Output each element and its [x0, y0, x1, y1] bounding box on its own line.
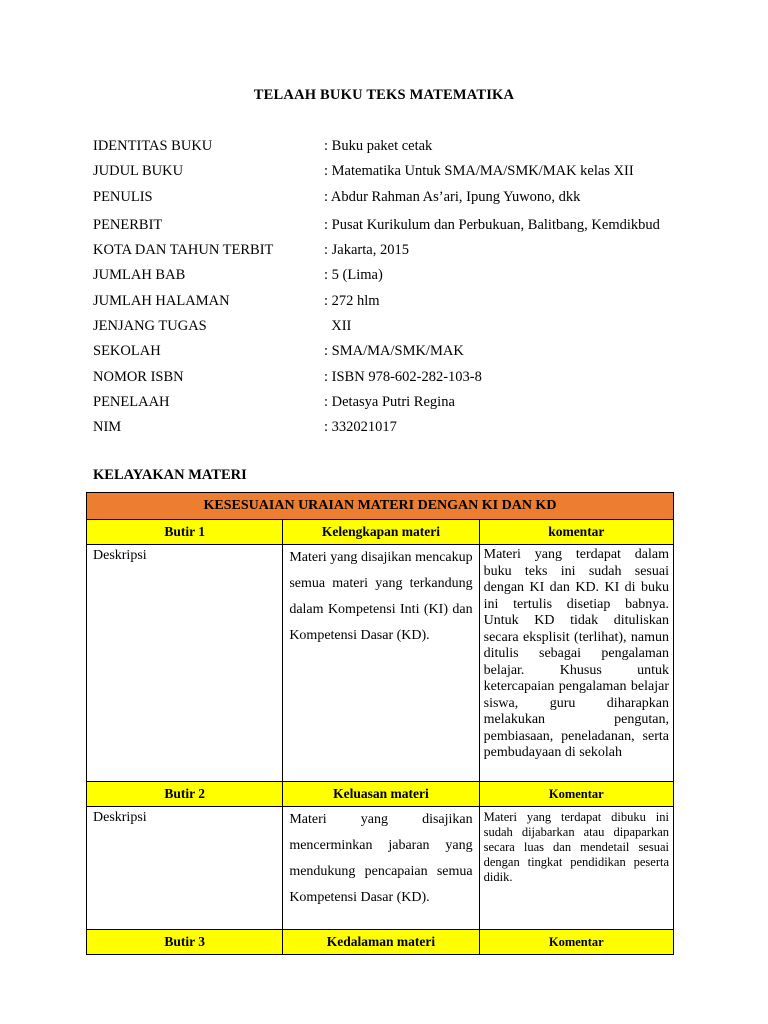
identity-value: : 272 hlm: [324, 292, 380, 309]
identity-label: KOTA DAN TAHUN TERBIT: [93, 242, 274, 259]
identity-value: : Pusat Kurikulum dan Perbukuan, Balitbang, Kemdikbud: [324, 216, 660, 233]
identity-row: [93, 341, 713, 366]
identity-value: : Jakarta, 2015: [324, 242, 409, 259]
identity-value: : Buku paket cetak: [324, 138, 433, 154]
identity-row: [93, 187, 713, 212]
criteria-description: Materi yang disajikan mencerminkan jabaran yang mendukung pencapaian semua Kompetensi Dasar (KD).: [283, 807, 479, 930]
butir-label: Butir 1: [87, 520, 283, 545]
identity-label: NOMOR ISBN: [93, 368, 184, 385]
identity-value: : Detasya Putri Regina: [324, 393, 455, 410]
comment-heading: Komentar: [479, 782, 673, 807]
table-row: [87, 520, 674, 545]
identity-row: [93, 240, 713, 265]
identity-label: JUDUL BUKU: [93, 163, 184, 180]
comment-heading: Komentar: [479, 930, 673, 955]
table-row: [87, 807, 674, 930]
identity-row: [93, 265, 713, 290]
identity-value: : Abdur Rahman As’ari, Ipung Yuwono, dkk: [324, 188, 581, 205]
identity-label: JENJANG TUGAS: [93, 318, 207, 335]
identity-label: PENELAAH: [93, 393, 170, 410]
identity-value: : Matematika Untuk SMA/MA/SMK/MAK kelas XII: [324, 163, 634, 180]
identity-row: [93, 215, 713, 240]
identity-value: : 332021017: [324, 419, 397, 436]
butir-label: Butir 2: [87, 782, 283, 807]
identity-row: [93, 136, 713, 161]
identity-value: XII: [324, 318, 352, 335]
table-row: [87, 782, 674, 807]
review-table: [86, 492, 674, 955]
identity-label: JUMLAH BAB: [93, 267, 186, 284]
identity-value: : 5 (Lima): [324, 267, 383, 284]
comment-text: Materi yang terdapat dalam buku teks ini sudah sesuai dengan KI dan KD. KI di buku ini tertulis disetiap babnya. Untuk KD tidak dituliskan secara eksplisit (terlihat), namun ditulis sebagai pengalaman belajar. Khusus untuk ketercapaian pengalaman belajar siswa, guru diharapkan melakukan pengutan, pembiasaan, peneladanan, serta pembudayaan di sekolah: [479, 545, 673, 782]
comment-heading: komentar: [479, 520, 673, 545]
description-label: Deskripsi: [87, 545, 283, 782]
criteria-label: Kedalaman materi: [283, 930, 479, 955]
identity-label: NIM: [93, 419, 122, 436]
identity-label: PENERBIT: [93, 216, 163, 233]
document-title: TELAAH BUKU TEKS MATEMATIKA: [253, 87, 515, 103]
identity-row: [93, 417, 713, 442]
identity-value: : ISBN 978-602-282-103-8: [324, 368, 482, 385]
table-header: KESESUAIAN URAIAN MATERI DENGAN KI DAN KD: [87, 493, 674, 520]
identity-row: [93, 367, 713, 392]
identity-label: JUMLAH HALAMAN: [93, 292, 230, 309]
section-heading: KELAYAKAN MATERI: [93, 467, 247, 483]
identity-row: [93, 291, 713, 316]
identity-label: IDENTITAS BUKU: [93, 138, 213, 154]
identity-value: : SMA/MA/SMK/MAK: [324, 343, 464, 360]
table-row: [87, 545, 674, 782]
table-row: [87, 930, 674, 955]
description-label: Deskripsi: [87, 807, 283, 930]
identity-row: [93, 392, 713, 417]
identity-label: SEKOLAH: [93, 343, 161, 360]
criteria-description: Materi yang disajikan mencakup semua materi yang terkandung dalam Kompetensi Inti (KI) dan Kompetensi Dasar (KD).: [283, 545, 479, 782]
book-identity-list: [93, 136, 713, 440]
comment-text: Materi yang terdapat dibuku ini sudah dijabarkan atau dipaparkan secara luas dan mendetail sesuai dengan tingkat pendidikan peserta didik.: [479, 807, 673, 930]
identity-row: [93, 316, 713, 341]
butir-label: Butir 3: [87, 930, 283, 955]
criteria-label: Keluasan materi: [283, 782, 479, 807]
criteria-label: Kelengkapan materi: [283, 520, 479, 545]
identity-row: [93, 161, 713, 186]
identity-label: PENULIS: [93, 188, 153, 205]
